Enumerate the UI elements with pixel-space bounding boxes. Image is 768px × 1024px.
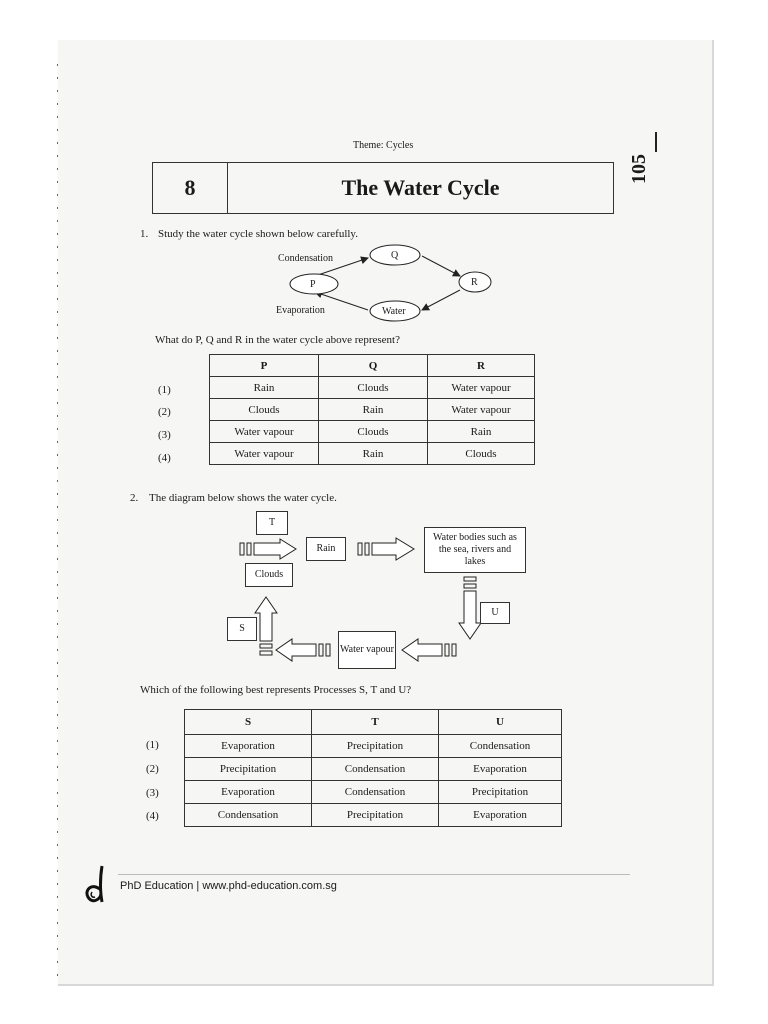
footer-divider: [118, 874, 630, 875]
table-header-row: [210, 355, 535, 377]
table-cell: Evaporation: [185, 781, 312, 804]
header-r: R: [428, 355, 535, 377]
q1-question: What do P, Q and R in the water cycle above represent?: [155, 334, 400, 346]
water-bodies-box: Water bodies such as the sea, rivers and lakes: [424, 527, 526, 573]
t-box: T: [256, 511, 288, 535]
table-row[interactable]: [185, 804, 562, 827]
header-p: P: [210, 355, 319, 377]
table-cell: Evaporation: [185, 735, 312, 758]
q1-option-2[interactable]: (2): [158, 406, 171, 418]
table-row[interactable]: [210, 421, 535, 443]
table-cell: Precipitation: [312, 735, 439, 758]
table-cell: Condensation: [312, 781, 439, 804]
q2-option-3[interactable]: (3): [146, 787, 159, 799]
condensation-label: Condensation: [278, 253, 333, 264]
table-cell: Water vapour: [428, 399, 535, 421]
q2-prompt: The diagram below shows the water cycle.: [149, 492, 337, 504]
arrow-u: [459, 577, 481, 639]
table-row[interactable]: [210, 377, 535, 399]
q2-answer-table: [184, 709, 562, 827]
chapter-heading: [152, 162, 614, 214]
table-cell: Evaporation: [439, 804, 562, 827]
chapter-title: The Water Cycle: [341, 175, 500, 200]
header-t: T: [312, 710, 439, 735]
table-cell: Evaporation: [439, 758, 562, 781]
table-row[interactable]: [185, 781, 562, 804]
water-vapour-box: Water vapour: [338, 631, 396, 669]
arrow-t: [240, 539, 296, 559]
q1-number: 1.: [140, 228, 149, 240]
table-cell: Clouds: [319, 421, 428, 443]
water-label: Water: [382, 306, 406, 317]
table-row[interactable]: [185, 758, 562, 781]
table-header-row: [185, 710, 562, 735]
chapter-number: 8: [153, 163, 228, 213]
table-row[interactable]: [185, 735, 562, 758]
table-row[interactable]: [210, 443, 535, 465]
r-label: R: [471, 277, 478, 288]
evaporation-label: Evaporation: [276, 305, 325, 316]
u-box: U: [480, 602, 510, 624]
q1-option-3[interactable]: (3): [158, 429, 171, 441]
table-cell: Rain: [210, 377, 319, 399]
table-cell: Water vapour: [210, 443, 319, 465]
table-cell: Clouds: [319, 377, 428, 399]
table-cell: Rain: [319, 399, 428, 421]
table-cell: Clouds: [210, 399, 319, 421]
table-cell: Water vapour: [428, 377, 535, 399]
p-label: P: [310, 279, 316, 290]
arrow-s-up: [255, 597, 277, 655]
q2-option-1[interactable]: (1): [146, 739, 159, 751]
table-cell: Condensation: [312, 758, 439, 781]
table-cell: Rain: [319, 443, 428, 465]
q1-prompt: Study the water cycle shown below carefully.: [158, 228, 358, 240]
q2-option-4[interactable]: (4): [146, 810, 159, 822]
table-cell: Condensation: [185, 804, 312, 827]
page-number-marker: [655, 132, 657, 152]
theme-label: Theme: Cycles: [353, 140, 414, 151]
publisher-logo-icon: [80, 864, 110, 906]
q1-option-4[interactable]: (4): [158, 452, 171, 464]
q2-number: 2.: [130, 492, 139, 504]
table-row[interactable]: [210, 399, 535, 421]
q1-option-1[interactable]: (1): [158, 384, 171, 396]
page-number: 105: [628, 154, 650, 184]
q1-answer-table: [209, 354, 535, 465]
s-box: S: [227, 617, 257, 641]
arrow-rain-to-water-bodies: [358, 538, 414, 560]
q2-question: Which of the following best represents Processes S, T and U?: [140, 684, 412, 696]
header-q: Q: [319, 355, 428, 377]
table-cell: Water vapour: [210, 421, 319, 443]
table-cell: Precipitation: [312, 804, 439, 827]
footer-text: PhD Education | www.phd-education.com.sg: [120, 880, 337, 892]
table-cell: Rain: [428, 421, 535, 443]
arrow-s-left: [276, 639, 330, 661]
clouds-box: Clouds: [245, 563, 293, 587]
header-s: S: [185, 710, 312, 735]
rain-box: Rain: [306, 537, 346, 561]
table-cell: Precipitation: [439, 781, 562, 804]
header-u: U: [439, 710, 562, 735]
table-cell: Precipitation: [185, 758, 312, 781]
q-label: Q: [391, 250, 399, 261]
q2-option-2[interactable]: (2): [146, 763, 159, 775]
table-cell: Clouds: [428, 443, 535, 465]
arrow-to-water-vapour: [402, 639, 456, 661]
table-cell: Condensation: [439, 735, 562, 758]
